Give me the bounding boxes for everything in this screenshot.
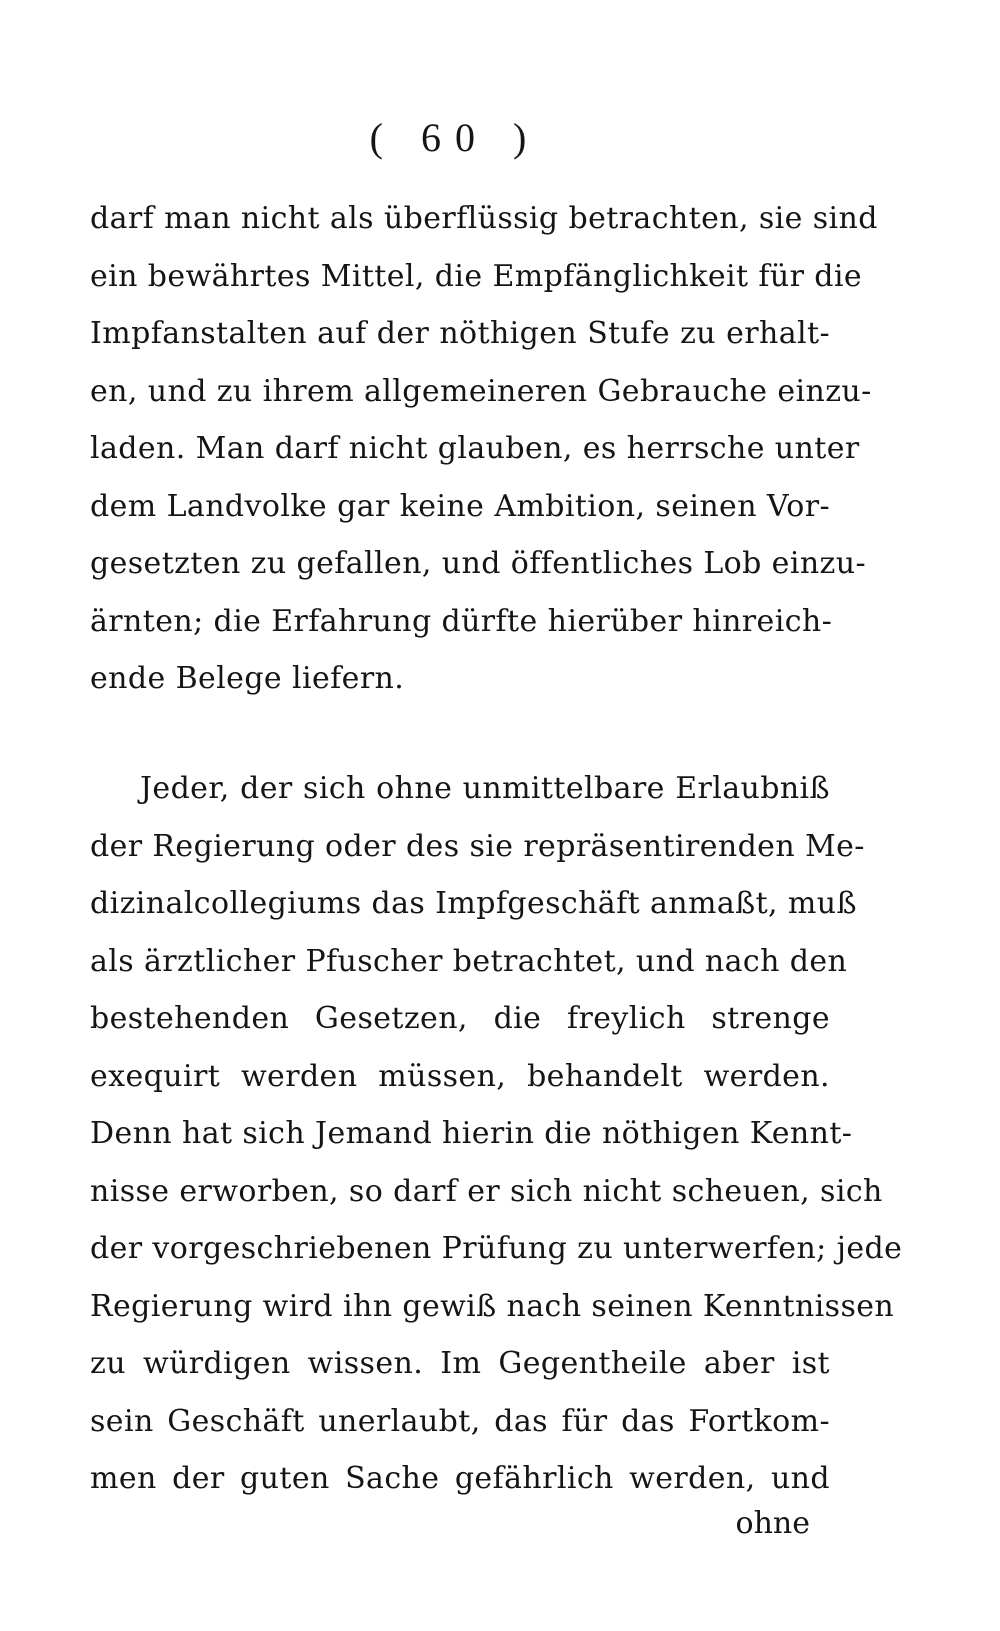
text-line: ärnten; die Erfahrung dürfte hierüber hinreich- [90, 603, 833, 639]
text-line: nisse erworben, so darf er sich nicht scheuen, sich [90, 1173, 883, 1209]
text-line: dizinalcollegiums das Impfgeschäft anmaßt, muß [90, 886, 857, 921]
text-line: ende Belege liefern. [90, 661, 405, 696]
catchword: ohne [735, 1506, 810, 1541]
text-line: dem Landvolke gar keine Ambition, seinen Vor- [90, 488, 830, 524]
text-line: Denn hat sich Jemand hierin die nöthigen Kennt- [90, 1116, 853, 1151]
text-line: gesetzten zu gefallen, und öffentliches Lob einzu- [90, 546, 867, 581]
text-line: darf man nicht als überflüssig betrachten, sie sind [90, 201, 878, 236]
text-line: ein bewährtes Mittel, die Empfänglichkeit für die [90, 258, 863, 294]
text-line: Jeder, der sich ohne unmittelbare Erlaubniß [140, 771, 830, 806]
page-number: ( 60 ) [369, 115, 541, 160]
text-line: laden. Man darf nicht glauben, es herrsche unter [90, 431, 860, 466]
text-line: bestehenden Gesetzen, die freylich strenge [90, 1001, 830, 1036]
text-line: men der guten Sache gefährlich werden, und [90, 1461, 830, 1496]
text-line: Impfanstalten auf der nöthigen Stufe zu erhalt- [90, 316, 830, 351]
text-line: sein Geschäft unerlaubt, das für das Fortkom- [90, 1403, 830, 1439]
text-line: en, und zu ihrem allgemeineren Gebrauche einzu- [90, 373, 872, 409]
text-line: Regierung wird ihn gewiß nach seinen Kenntnissen [90, 1288, 895, 1324]
text-line: als ärztlicher Pfuscher betrachtet, und nach den [90, 943, 848, 979]
paragraph-1 [90, 190, 878, 708]
text-line: der Regierung oder des sie repräsentirenden Me- [90, 828, 865, 864]
text-line: exequirt werden müssen, behandelt werden. [90, 1058, 830, 1094]
text-line: der vorgeschriebenen Prüfung zu unterwerfen; jede [90, 1231, 903, 1266]
text-line: zu würdigen wissen. Im Gegentheile aber ist [90, 1346, 830, 1381]
paragraph-2 [90, 760, 903, 1508]
